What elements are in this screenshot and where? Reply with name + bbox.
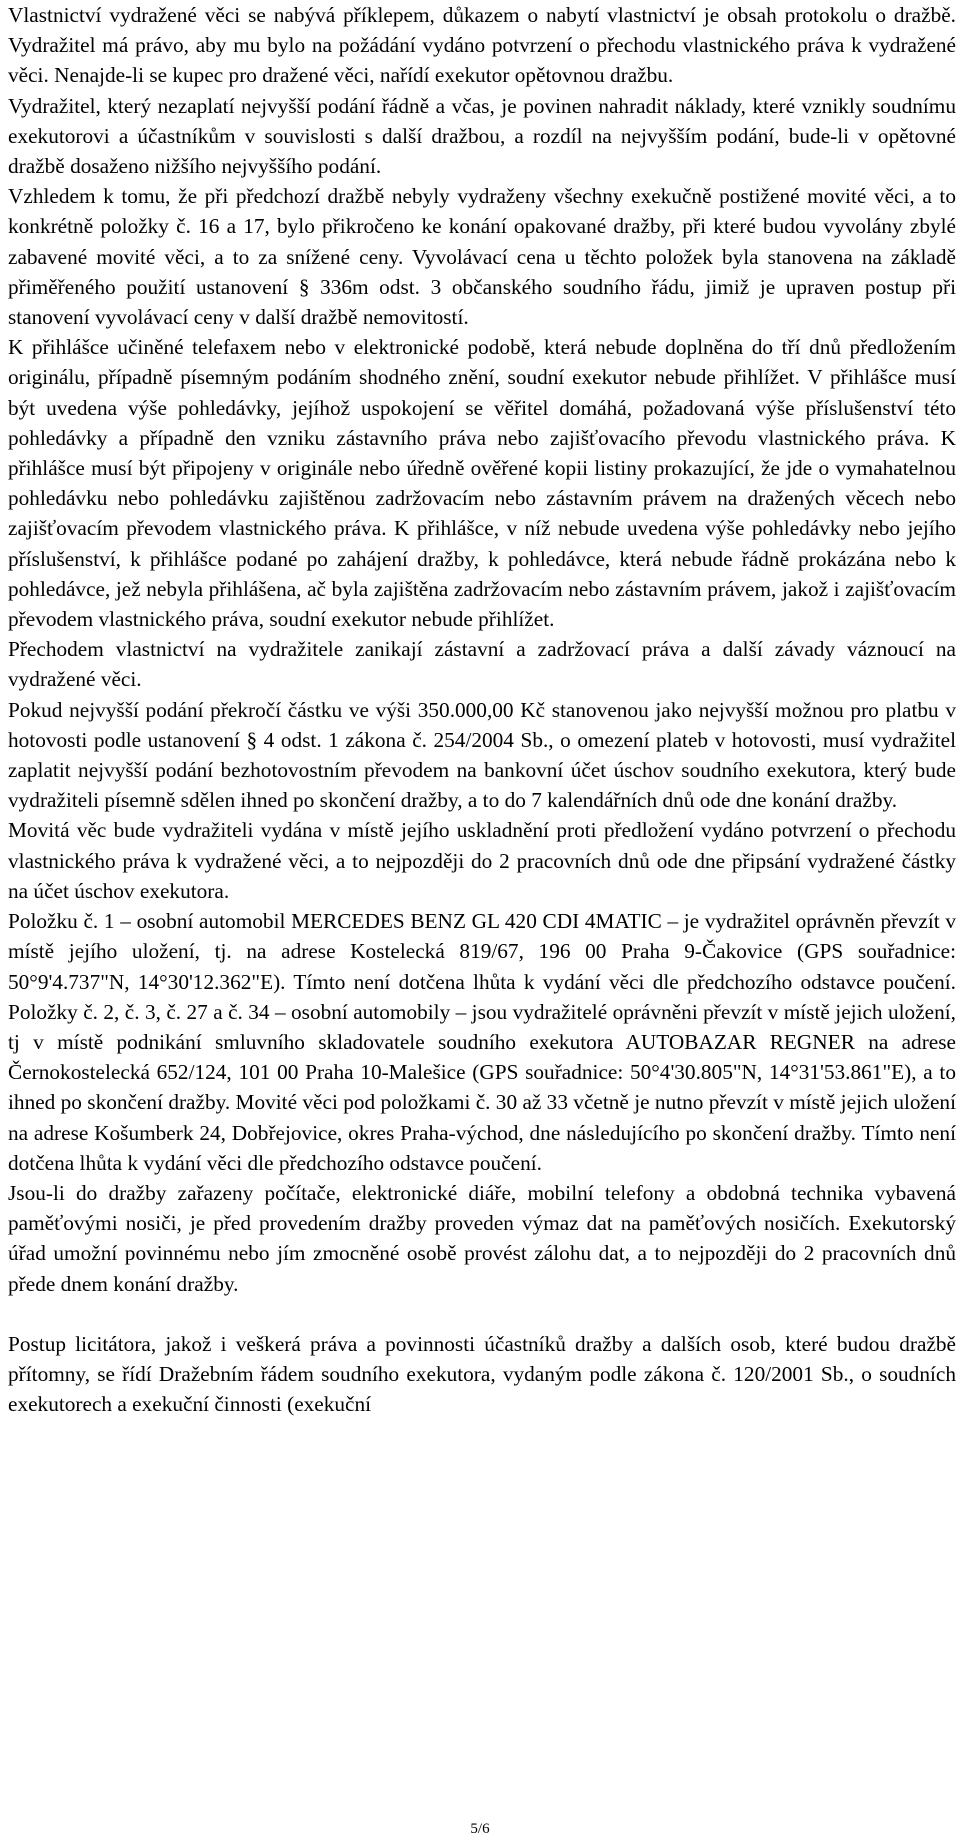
paragraph-data-erasure: Jsou-li do dražby zařazeny počítače, elektronické diáře, mobilní telefony a obdobná technika vybavená paměťovými nosiči, je před provedením dražby proveden výmaz dat na paměťových nosičích. Exekutorský úřad umožní povinnému nebo jím zmocněné osobě provést zálohu dat, a to nejpozději do 2 pracovních dnů přede dnem konání dražby.	[8, 1180, 956, 1296]
paragraph-repeated-auction: Vzhledem k tomu, že při předchozí dražbě nebyly vydraženy všechny exekučně postižené movité věci, a to konkrétně položky č. 16 a 17, bylo přikročeno ke konání opakované dražby, při které budou vyvolány zbylé zabavené movité věci, a to za snížené ceny. Vyvolávací cena u těchto položek byla stanovena na základě přiměřeného použití ustanovení § 336m odst. 3 občanského soudního řádu, jimiž je upraven postup při stanovení vyvolávací ceny v další dražbě nemovitostí.	[8, 184, 956, 330]
paragraph-ownership: Vlastnictví vydražené věci se nabývá příklepem, důkazem o nabytí vlastnictví je obsah protokolu o dražbě. Vydražitel má právo, aby mu bylo na požádání vydáno potvrzení o přechodu vlastnického práva k vydražené věci. Nenajde-li se kupec pro dražené věci, nařídí exekutor opětovnou dražbu.	[8, 3, 956, 88]
paragraph-claim-registration: K přihlášce učiněné telefaxem nebo v elektronické podobě, která nebude doplněna do tří dnů předložením originálu, případně písemným podáním shodného znění, soudní exekutor nebude přihlížet. V přihlášce musí být uvedena výše pohledávky, jejíhož uspokojení se věřitel domáhá, požadovaná výše příslušenství této pohledávky a případně den vzniku zástavního práva nebo zajišťovacího převodu vlastnického práva. K přihlášce musí být připojeny v originále nebo úředně ověřené kopii listiny prokazující, že jde o vymahatelnou pohledávku nebo pohledávku zajištěnou zadržovacím nebo zástavním právem na dražených věcech nebo zajišťovacím převodem vlastnického práva. K přihlášce, v níž nebude uvedena výše pohledávky nebo jejího příslušenství, k přihlášce podané po zahájení dražby, k pohledávce, která nebude řádně prokázána nebo k pohledávce, jež nebyla přihlášena, ač byla zajištěna zadržovacím nebo zástavním právem, jakož i zajišťovacím převodem vlastnického práva, soudní exekutor nebude přihlížet.	[8, 335, 956, 632]
paragraph-unpaid-bid: Vydražitel, který nezaplatí nejvyšší podání řádně a včas, je povinen nahradit náklady, které vznikly soudnímu exekutorovi a účastníkům v souvislosti s další dražbou, a rozdíl na nejvyšším podání, bude-li v opětovné dražbě dosaženo nižšího nejvyššího podání.	[8, 93, 956, 179]
paragraph-lien-termination: Přechodem vlastnictví na vydražitele zanikají zástavní a zadržovací práva a další závady váznoucí na vydražené věci.	[8, 637, 956, 692]
page-number: 5/6	[470, 1821, 490, 1837]
document-page	[8, 0, 956, 1419]
paragraph-item-pickup-locations: Položku č. 1 – osobní automobil MERCEDES BENZ GL 420 CDI 4MATIC – je vydražitel oprávněn převzít v místě jejího uložení, tj. na adrese Kostelecká 819/67, 196 00 Praha 9-Čakovice (GPS souřadnice: 50°9'4.737"N, 14°30'12.362"E). Tímto není dotčena lhůta k vydání věci dle předchozího odstavce poučení. Položky č. 2, č. 3, č. 27 a č. 34 – osobní automobily – jsou vydražitelé oprávněni převzít v místě jejich uložení, tj v místě podnikání smluvního skladovatele soudního exekutora AUTOBAZAR REGNER na adrese Černokostelecká 652/124, 101 00 Praha 10-Malešice (GPS souřadnice: 50°4'30.805"N, 14°31'53.861"E), a to ihned po skončení dražby. Movité věci pod položkami č. 30 až 33 včetně je nutno převzít v místě jejich uložení na adrese Košumberk 24, Dobřejovice, okres Praha-východ, dne následujícího po skončení dražby. Tímto není dotčena lhůta k vydání věci dle předchozího odstavce poučení.	[8, 909, 956, 1175]
paragraph-auction-rules: Postup licitátora, jakož i veškerá práva a povinnosti účastníků dražby a dalších osob, které budou dražbě přítomny, se řídí Dražebním řádem soudního exekutora, vydaným podle zákona č. 120/2001 Sb., o soudních exekutorech a exekuční činnosti (exekuční	[8, 1331, 956, 1417]
paragraph-item-handover: Movitá věc bude vydražiteli vydána v místě jejího uskladnění proti předložení vydáno potvrzení o přechodu vlastnického práva k vydražené věci, a to nejpozději do 2 pracovních dnů ode dne připsání vydražené částky na účet úschov exekutora.	[8, 818, 956, 903]
paragraph-cashless-payment: Pokud nejvyšší podání překročí částku ve výši 350.000,00 Kč stanovenou jako nejvyšší možnou pro platbu v hotovosti podle ustanovení § 4 odst. 1 zákona č. 254/2004 Sb., o omezení plateb v hotovosti, musí vydražitel zaplatit nejvyšší podání bezhotovostním převodem na bankovní účet úschov soudního exekutora, který bude vydražiteli písemně sdělen ihned po skončení dražby, a to do 7 kalendářních dnů ode dne konání dražby.	[8, 697, 956, 813]
